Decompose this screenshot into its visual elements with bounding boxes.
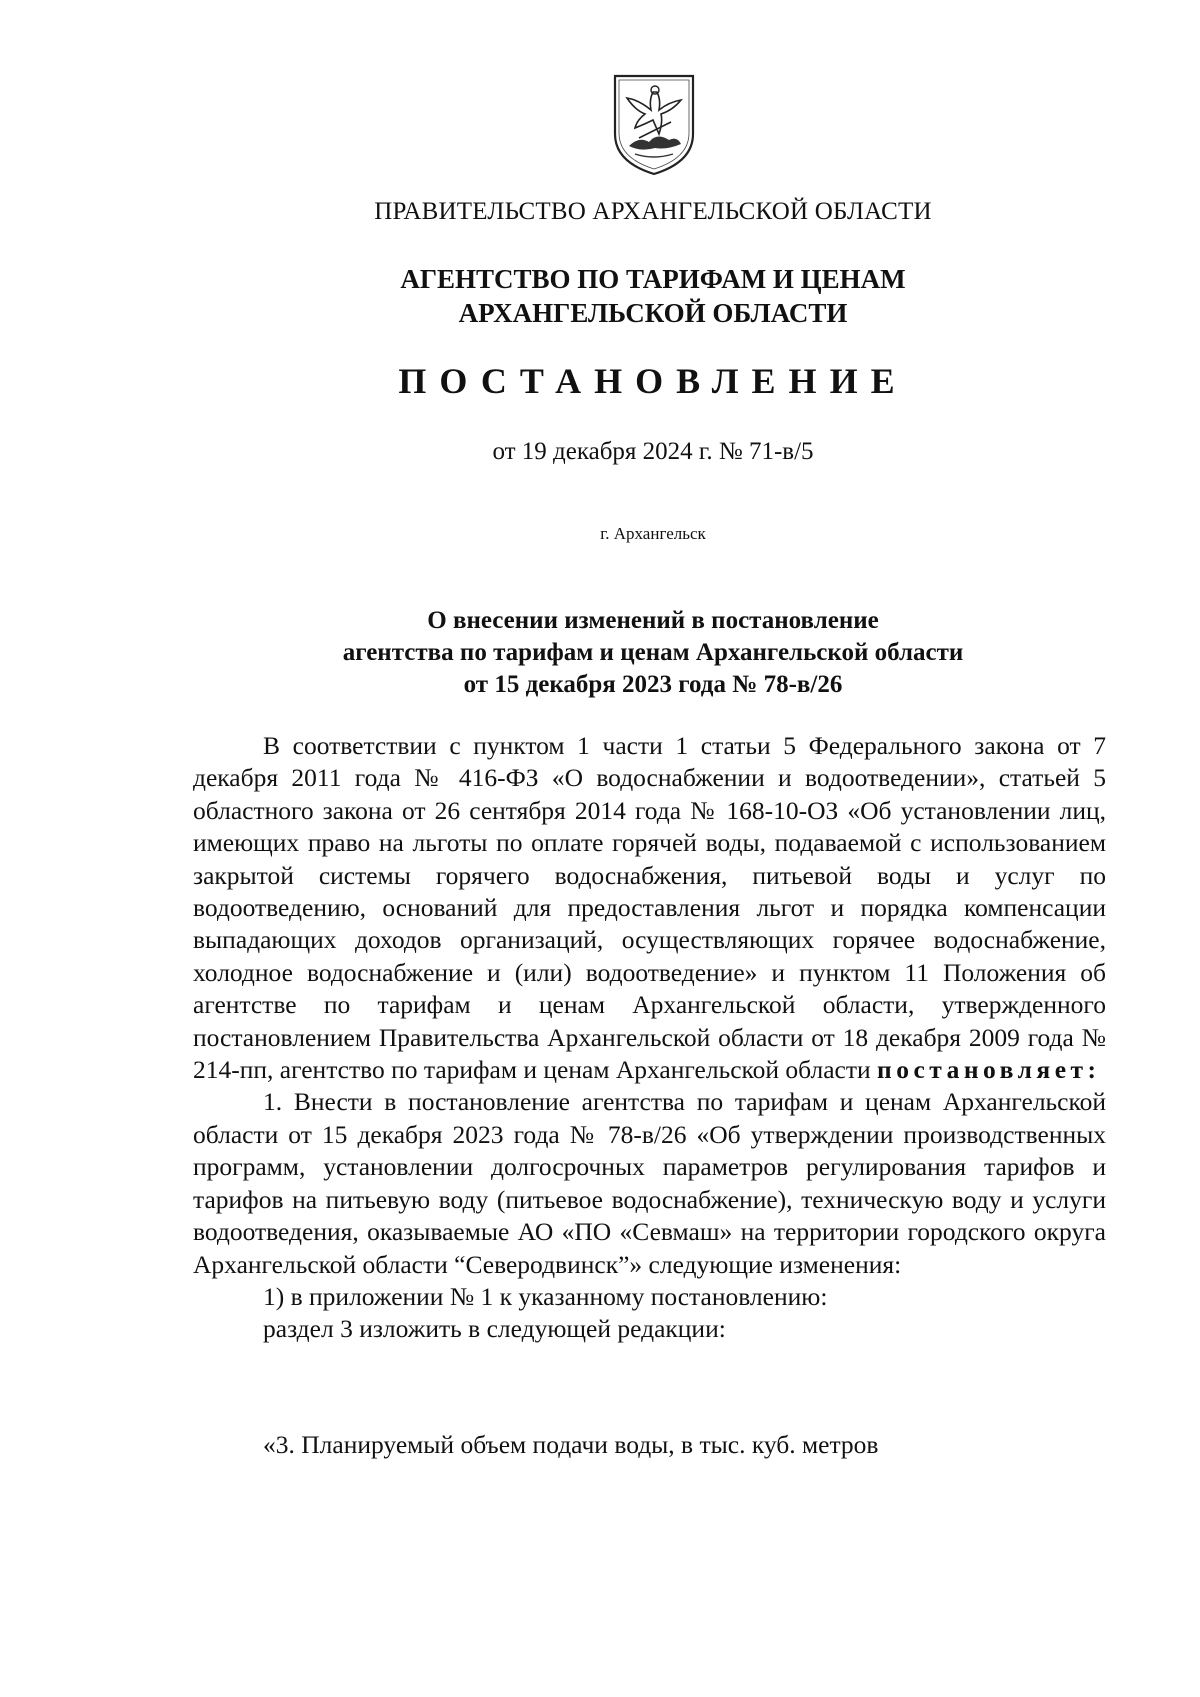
agency-name [0,262,1200,330]
agency-name-line2: АРХАНГЕЛЬСКОЙ ОБЛАСТИ [458,298,848,328]
preamble-text: В соответствии с пунктом 1 части 1 статьи 5 Федерального закона от 7 декабря 2011 года № 416-ФЗ «О водоснабжении и водоотведении», статьей 5 областного закона от 26 сентября 2014 года № 168-10-ОЗ «Об установлении лиц, имеющих право на льготы по оплате горячей воды, подаваемой с использованием закрытой системы горячего водоснабжения, питьевой воды и услуг по водоотведению, оснований для предоставления льгот и порядка компенсации выпадающих доходов организаций, осуществляющих горячее водоснабжение, холодное водоснабжение и (или) водоотведение» и пунктом 11 Положения об агентстве по тарифам и ценам Архангельской области, утвержденного постановлением Правительства Архангельской области от 18 декабря 2009 года № 214-пп, агентство по тарифам и ценам Архангельской области [193,731,1106,1085]
subject-line2: агентства по тарифам и ценам Архангельской области [342,639,964,666]
subitem-1-paragraph: 1) в приложении № 1 к указанному постановлению: [263,1281,828,1311]
document-type-title: ПОСТАНОВЛЕНИЕ [398,361,908,401]
subject-line3: от 15 декабря 2023 года № 78-в/26 [463,671,843,698]
document-body [193,730,1106,1346]
agency-name-line1: АГЕНТСТВО ПО ТАРИФАМ И ЦЕНАМ [400,264,906,294]
item-1-paragraph: 1. Внести в постановление агентства по тарифам и ценам Архангельской области от 15 декабря 2023 года № 78-в/26 «Об утверждении производственных программ, установлении долгосрочных параметров регулирования тарифов и тарифов на питьевую воду (питьевое водоснабжение), техническую воду и услуги водоотведения, оказываемые АО «ПО «Севмаш» на территории городского округа Архангельской области “Северодвинск”» следующие изменения: [193,1087,1106,1279]
subitem-1-text: раздел 3 изложить в следующей редакции: [263,1314,726,1344]
coat-of-arms-icon [609,70,699,180]
document-subject [0,605,1200,701]
subject-line1: О внесении изменений в постановление [427,607,879,634]
preamble-paragraph [193,730,1106,1086]
section-3-title: «3. Планируемый объем подачи воды, в тыс. куб. метров [263,1430,879,1459]
document-city: г. Архангельск [600,524,706,543]
document-date-number: от 19 декабря 2024 г. № 71-в/5 [492,438,814,465]
resolves-word: постановляет: [877,1055,1101,1085]
government-name: ПРАВИТЕЛЬСТВО АРХАНГЕЛЬСКОЙ ОБЛАСТИ [374,198,932,225]
